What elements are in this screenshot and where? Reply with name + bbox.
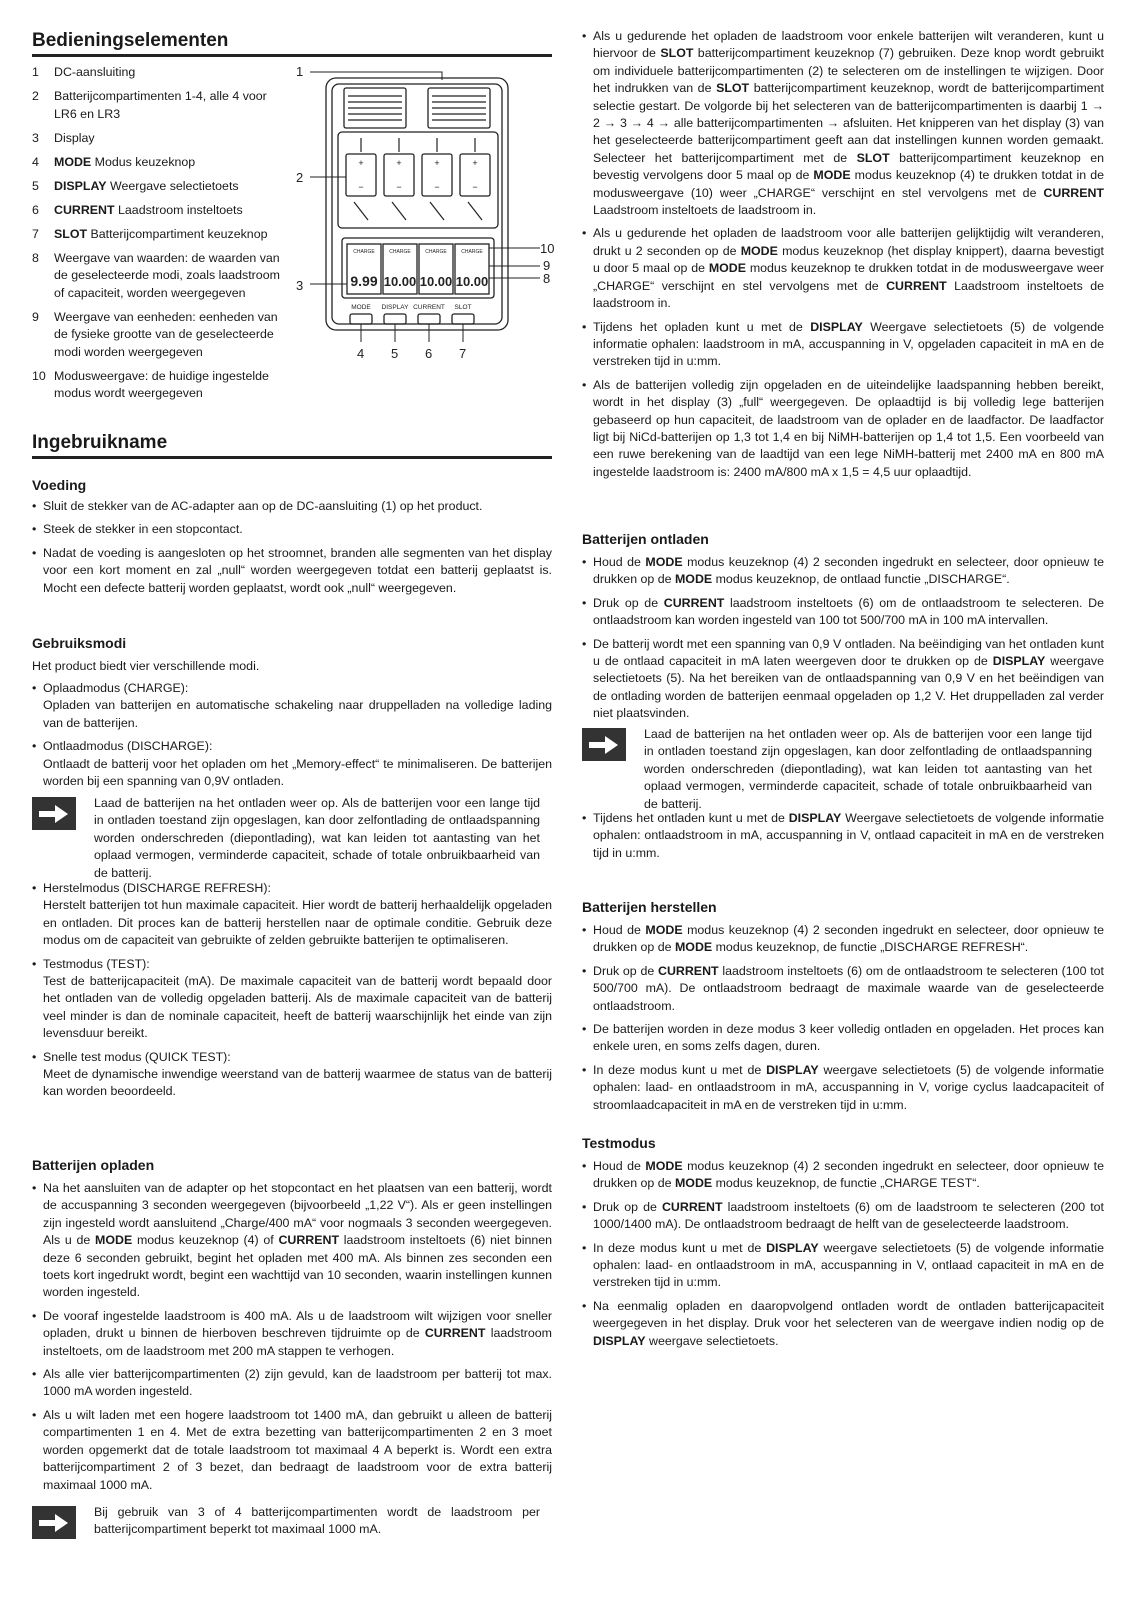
lcd-mode-2: CHARGE — [389, 249, 411, 255]
item-number: 9 — [32, 309, 39, 324]
list-item: • Als u gedurende het opladen de laadstroom voor enkele batterijen wilt veranderen, kunt u hiervoor de SLOT batterijcompartiment keuzeknop (7) gebruiken. Deze knop wordt gebruikt om individuele batterijcompartimenten (2) te selecteren om de instellingen te wijzigen. Door het indrukken van de SLOT batterijcompartiment keuzeknop, wordt de batterijcompartiment selectie gestart. De volgorde bij het selecteren van de batterijcompartimenten is daarbij 1 → 2 → 3 → 4 → alle batterijcompartimenten → afsluiten. Het knipperen van het display (3) van het geselecteerde batterijcompartiment geeft aan dat instellingen kunnen worden gemaakt. Selecteer het batterijcompartiment met de SLOT batterijcompartiment keuzeknop en bevestig vervolgens door 5 maal op de MODE modus keuzeknop (4) te drukken totdat in de modusweergave (10) weer „CHARGE“ verschijnt en stel vervolgens met de CURRENT Laadstroom insteltoets de laadstroom in. — [582, 28, 1104, 219]
item-text: Batterijcompartiment keuzeknop — [87, 226, 268, 241]
arrow-right-icon — [32, 797, 76, 830]
mode-text: Opladen van batterijen en automatische schakeling naar druppelladen na volledige lading van de batterijen. — [43, 698, 552, 730]
svg-text:−: − — [396, 182, 402, 192]
button-label-display: DISPLAY — [381, 304, 409, 311]
callout-10: 10 — [540, 241, 555, 256]
arrow-right-icon — [32, 1506, 76, 1539]
section-rule — [32, 54, 552, 57]
modes-list-2 — [32, 880, 552, 1107]
callout-7: 7 — [459, 346, 467, 361]
subsection-title-test: Testmodus — [582, 1135, 656, 1151]
section-title-controls: Bedieningselementen — [32, 30, 229, 51]
controls-list-item — [32, 88, 290, 123]
list-item: • De vooraf ingestelde laadstroom is 400 mA. Als u de laadstroom wilt wijzigen voor sneller opladen, drukt u binnen de hierboven beschreven tijdruimte op de CURRENT laadstroom insteltoets, om de laadstroom met 200 mA stappen te verhogen. — [32, 1308, 552, 1360]
modes-list — [32, 680, 552, 796]
list-item: • Sluit de stekker van de AC-adapter aan op de DC-aansluiting (1) op het product. — [32, 498, 552, 515]
mode-heading: • Herstelmodus (DISCHARGE REFRESH): — [43, 881, 271, 895]
controls-list-item — [32, 226, 290, 244]
list-item: • Als u gedurende het opladen de laadstroom voor alle batterijen gelijktijdig wilt veranderen, drukt u 2 seconden op de MODE modus keuzeknop (het display knippert), daarna bevestigt u door 5 maal op de MODE modus keuzeknop te drukken totdat in de modusweergave weer „CHARGE“ verschijnt en stel vervolgens met de CURRENT Laadstroom insteltoets de laadstroom in. — [582, 225, 1104, 312]
callout-1: 1 — [296, 64, 304, 79]
list-item: • De batterij wordt met een spanning van 0,9 V ontladen. Na beëindiging van het ontladen kunt u de ontlaad capaciteit in mA laten weergeven door te drukken op de DISPLAY weergave selectietoets (5). Na het bereiken van de ontlaadspanning van 0,9 V en het beëindigen van de ontlading worden de batterijen eenmaal opgeladen op 1,2 V. Het druppelladen zal verder niet plaatsvinden. — [582, 636, 1104, 723]
arrow-right-icon — [582, 728, 626, 761]
controls-list-item — [32, 64, 290, 82]
callout-5: 5 — [391, 346, 399, 361]
list-item: • Houd de MODE modus keuzeknop (4) 2 seconden ingedrukt en selecteer, door opnieuw te drukken op de MODE modus keuzeknop, de functie „DISCHARGE REFRESH“. — [582, 922, 1104, 957]
mode-text: Test de batterijcapaciteit (mA). De maximale capaciteit van de batterij wordt bepaald door het ontladen van de volledig opgeladen batterij. Als de maximale capaciteit van de batterij veel minder is dan de nominale capaciteit, heeft de batterij waarschijnlijk het einde van zijn levensduur bereikt. — [43, 974, 552, 1041]
controls-list-item — [32, 202, 290, 220]
list-item: • Tijdens het ontladen kunt u met de DISPLAY Weergave selectietoets de volgende informatie ophalen: ontlaadstroom in mA, accuspanning in V, ontlaad capaciteit in mA en de verstreken tijd in u:mm. — [582, 810, 1104, 862]
note-block — [32, 1504, 540, 1539]
lcd-value-4: 10.00 — [455, 274, 489, 289]
callout-2: 2 — [296, 170, 304, 185]
item-text: DC-aansluiting — [54, 65, 136, 79]
mode-text: Meet de dynamische inwendige weerstand van de batterij waarmee de status van de batterij kan worden beoordeeld. — [43, 1067, 552, 1099]
list-item: • Als alle vier batterijcompartimenten (2) zijn gevuld, kan de laadstroom per batterij tot max. 1000 mA worden ingesteld. — [32, 1366, 552, 1401]
svg-text:+: + — [358, 158, 364, 168]
test-list — [582, 1158, 1104, 1356]
list-item — [32, 880, 552, 950]
callout-8: 8 — [543, 271, 551, 286]
modes-intro: Het product biedt vier verschillende modi. — [32, 659, 260, 673]
list-item — [32, 738, 552, 790]
callout-9: 9 — [543, 258, 551, 273]
lcd-mode-4: CHARGE — [461, 249, 483, 255]
button-label-mode: MODE — [351, 304, 371, 311]
charging-list-continued — [582, 28, 1104, 487]
subsection-title-voeding: Voeding — [32, 477, 87, 493]
mode-heading: • Oplaadmodus (CHARGE): — [43, 681, 189, 695]
note-block — [32, 795, 540, 882]
callout-4: 4 — [357, 346, 365, 361]
item-text: Weergave van waarden: de waarden van de geselecteerde modi, zoals laadstroom of capaciteit, worden weergegeven — [54, 250, 280, 300]
list-item: • De batterijen worden in deze modus 3 keer volledig ontladen en opgeladen. Het proces kan enkele uren, en soms zelfs dagen, duren. — [582, 1021, 1104, 1056]
note-block — [582, 726, 1092, 813]
item-number: 3 — [32, 130, 39, 145]
item-keyword: MODE — [54, 154, 92, 169]
controls-list — [32, 64, 290, 409]
subsection-title-refresh: Batterijen herstellen — [582, 899, 717, 915]
item-text: Batterijcompartimenten 1-4, alle 4 voor LR6 en LR3 — [54, 89, 267, 121]
charger-diagram — [294, 62, 555, 372]
item-text: Weergave selectietoets — [106, 178, 239, 193]
list-item: • Na eenmalig opladen en daaropvolgend ontladen wordt de ontladen batterijcapaciteit weergegeven in het display. Druk voor het selecteren van de weergave indien nodig op de DISPLAY weergave selectietoets. — [582, 1298, 1104, 1350]
button-label-slot: SLOT — [454, 304, 472, 311]
svg-text:+: + — [434, 158, 440, 168]
item-number: 1 — [32, 65, 39, 79]
lcd-mode-1: CHARGE — [353, 249, 375, 255]
item-number: 5 — [32, 178, 39, 193]
item-number: 2 — [32, 89, 39, 103]
lcd-mode-3: CHARGE — [425, 249, 447, 255]
item-text: Modus keuzeknop — [91, 154, 196, 169]
mode-text: Ontlaadt de batterij voor het opladen om het „Memory-effect“ te minimaliseren. De batterijen worden bij een spanning van 0,9V ontladen. — [43, 756, 552, 789]
list-item — [32, 956, 552, 1043]
list-item: • Als u wilt laden met een hogere laadstroom tot 1400 mA, dan gebruikt u alleen de batterij compartimenten 1 en 4. Met de extra bezetting van batterijcompartimenten 2 en 3 moet worden opgemerkt dat de totale laadstroom tot maximaal 4 A beperkt is. Wordt een extra batterijcompartiment 2 of 3 bezet, dan bedraagt de laadstroom voor de extra batterij maximaal 1000 mA. — [32, 1407, 552, 1494]
lcd-value-1: 9.99 — [350, 273, 378, 289]
discharge-list — [582, 554, 1104, 729]
controls-list-item — [32, 178, 290, 196]
mode-heading: • Ontlaadmodus (DISCHARGE): — [43, 739, 213, 754]
section-title-startup: Ingebruikname — [32, 432, 168, 453]
svg-text:+: + — [396, 158, 402, 168]
mode-heading: • Testmodus (TEST): — [43, 956, 150, 971]
item-number: 4 — [32, 154, 39, 169]
callout-6: 6 — [425, 346, 433, 361]
note-text: Bij gebruik van 3 of 4 batterijcompartimenten wordt de laadstroom per batterijcompartiment beperkt tot maximaal 1000 mA. — [94, 1505, 540, 1537]
svg-text:−: − — [472, 182, 478, 192]
list-item: • In deze modus kunt u met de DISPLAY weergave selectietoets (5) de volgende informatie ophalen: laad- en ontlaadstroom in mA, accuspanning in V, ontlaad capaciteit in mA en de verstreken tijd in u:mm. — [582, 1240, 1104, 1292]
item-text: Modusweergave: de huidige ingestelde modus wordt weergegeven — [54, 368, 269, 400]
subsection-title-charging: Batterijen opladen — [32, 1157, 155, 1173]
item-text: Display — [54, 130, 95, 145]
controls-list-item — [32, 154, 290, 172]
mode-heading: • Snelle test modus (QUICK TEST): — [43, 1049, 231, 1064]
item-number: 7 — [32, 226, 39, 241]
list-item: • Als de batterijen volledig zijn opgeladen en de uiteindelijke laadspanning hebben bereikt, wordt in het display (3) „full“ weergegeven. De oplaadtijd is bij volledig lege batterijen gebaseerd op hun capaciteit, de laadstroom van de oplader en de laadfactor. De laadfactor ligt bij NiCd-batterijen op 1,3 tot 1,4 en bij NiMH-batterijen op 1,4 tot 1,5. Een voorbeeld van een ruwe berekening van de laadtijd van een lege NiMH-batterij met 2400 mA en 800 mA ingestelde laadstroom is: 2400 mA/800 mA x 1,5 = 4,5 uur oplaadtijd. — [582, 377, 1104, 481]
charging-list — [32, 1180, 552, 1500]
note-text: Laad de batterijen na het ontladen weer op. Als de batterijen voor een lange tijd in ontladen toestand zijn opgeslagen, kan door zelfontlading de ontlaadspanning worden onderschreden (diepontlading), wat kan leiden tot aantasting van het oplaad vermogen, verminderde capaciteit, schade of totale onbruikbaarheid van de batterij. — [644, 727, 1092, 811]
controls-list-item — [32, 368, 290, 403]
list-item: • Druk op de CURRENT laadstroom insteltoets (6) om de ontlaadstroom te selecteren. De ontlaadstroom kan worden ingesteld van 100 tot 500/700 mA in 100 mA intervallen. — [582, 595, 1104, 630]
controls-list-item — [32, 130, 290, 148]
item-text: Weergave van eenheden: eenheden van de fysieke grootte van de geselecteerde modi worden weergegeven — [54, 309, 278, 359]
list-item: • Na het aansluiten van de adapter op het stopcontact en het plaatsen van een batterij, wordt de accuspanning 3 seconden weergegeven (bijvoorbeeld „1,22 V“). Als er geen instellingen zijn ingesteld wordt aansluitend „Charge/400 mA“ voor nogmaals 3 seconden weergegeven. Als u de MODE modus keuzeknop (4) of CURRENT laadstroom insteltoets (6) niet binnen deze 6 seconden gebruikt, begint het opladen met 400 mA. Als binnen zes seconden een toets kort ingedrukt wordt, begint een wachttijd van 10 seconden, waarin instellingen kunnen worden ingesteld. — [32, 1180, 552, 1302]
lcd-value-2: 10.00 — [383, 274, 417, 289]
list-item: • Druk op de CURRENT laadstroom insteltoets (6) om de ontlaadstroom te selecteren (100 tot 500/700 mA). De ontlaadstroom bedraagt de maximale waarde van de geselecteerde ontlaadstroom. — [582, 963, 1104, 1015]
item-number: 8 — [32, 250, 39, 265]
list-item — [32, 1049, 552, 1101]
item-keyword: DISPLAY — [54, 178, 107, 193]
list-item: • Druk op de CURRENT laadstroom insteltoets (6) om de laadstroom te selecteren (200 tot 1000/1400 mA). De ontlaadstroom bedraagt de helft van de geselecteerde laadstroom. — [582, 1199, 1104, 1234]
item-keyword: SLOT — [54, 226, 88, 241]
voeding-list — [32, 498, 552, 603]
item-number: 6 — [32, 202, 39, 217]
controls-list-item — [32, 250, 290, 303]
note-text: Laad de batterijen na het ontladen weer op. Als de batterijen voor een lange tijd in ontladen toestand zijn opgeslagen, kan door zelfontlading de ontlaadspanning worden onderschreden (diepontlading), wat kan leiden tot aantasting van het oplaad vermogen, verminderde capaciteit, schade of totale onbruikbaarheid van de batterij. — [94, 796, 540, 880]
lcd-value-3: 10.00 — [419, 274, 453, 289]
item-number: 10 — [32, 368, 46, 383]
item-text: Laadstroom insteltoets — [114, 202, 243, 217]
list-item: • Tijdens het opladen kunt u met de DISPLAY Weergave selectietoets (5) de volgende informatie ophalen: laadstroom in mA, accuspanning in V, opgeladen capaciteit in mA en de verstreken tijd in u:mm. — [582, 319, 1104, 371]
list-item: • Houd de MODE modus keuzeknop (4) 2 seconden ingedrukt en selecteer, door opnieuw te drukken op de MODE modus keuzeknop, de ontlaad functie „DISCHARGE“. — [582, 554, 1104, 589]
callout-3: 3 — [296, 278, 304, 293]
discharge-list-2 — [582, 810, 1104, 868]
list-item: • Steek de stekker in een stopcontact. — [32, 521, 552, 538]
list-item: • In deze modus kunt u met de DISPLAY weergave selectietoets (5) de volgende informatie ophalen: laad- en ontlaadstroom in mA, accuspanning in V, vorige cyclus laadcapaciteit of stroomlaadcapaciteit in mA en de verstreken tijd in u:mm. — [582, 1062, 1104, 1114]
list-item — [32, 680, 552, 732]
mode-text: Herstelt batterijen tot hun maximale capaciteit. Hier wordt de batterij herhaaldelijk opgeladen en ontladen. Dit proces kan de batterij herstellen naar de optimale conditie. Gebruik deze modus om de capaciteit van gebruikte of zelden gebruikte batterijen te optimaliseren. — [43, 898, 552, 948]
button-label-current: CURRENT — [413, 304, 445, 311]
refresh-list — [582, 922, 1104, 1120]
svg-text:−: − — [434, 182, 440, 192]
subsection-title-discharge: Batterijen ontladen — [582, 531, 709, 547]
item-keyword: CURRENT — [54, 202, 115, 217]
list-item: • Nadat de voeding is aangesloten op het stroomnet, branden alle segmenten van het display voor een kort moment en zal „null“ worden weergegeven totdat een batterij geplaatst is. Mocht een defecte batterij worden geplaatst, wordt ook „null“ weergegeven. — [32, 545, 552, 597]
svg-text:+: + — [472, 158, 478, 168]
subsection-title-modes: Gebruiksmodi — [32, 635, 127, 651]
svg-text:−: − — [358, 182, 364, 192]
controls-list-item — [32, 309, 290, 362]
list-item: • Houd de MODE modus keuzeknop (4) 2 seconden ingedrukt en selecteer, door opnieuw te drukken op de MODE modus keuzeknop, de functie „CHARGE TEST“. — [582, 1158, 1104, 1193]
section-rule — [32, 456, 552, 459]
